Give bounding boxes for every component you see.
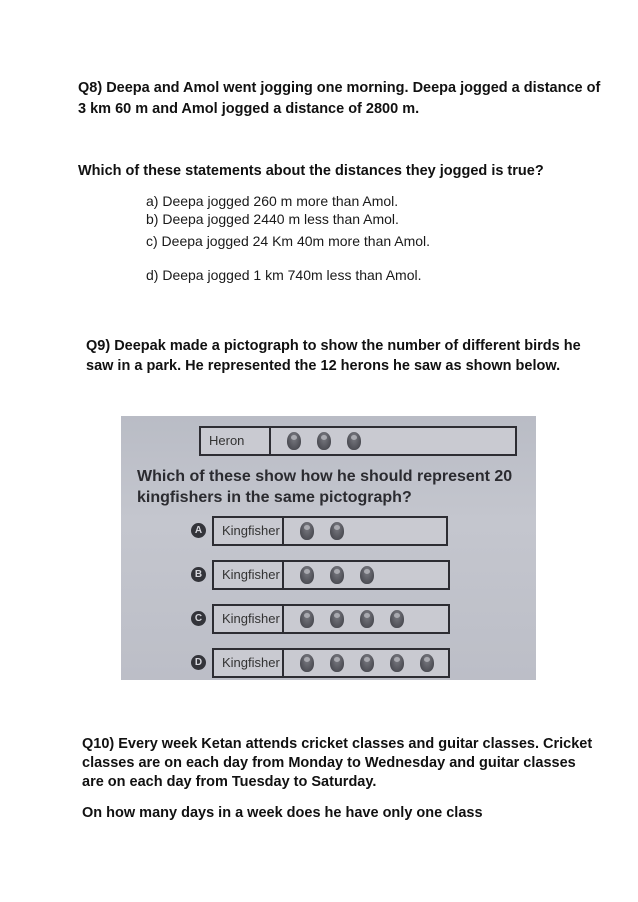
choice-a-label: Kingfisher <box>214 518 284 544</box>
q8-line2: 3 km 60 m and Amol jogged a distance of 2800 m. <box>78 101 420 117</box>
bird-icon <box>420 654 434 672</box>
bird-icon <box>300 654 314 672</box>
bird-icon <box>390 654 404 672</box>
q10-prompt: On how many days in a week does he have only one class <box>82 805 483 821</box>
photo-question-line1: Which of these show how he should represent 20 <box>137 468 513 485</box>
choice-b-badge: B <box>191 567 206 582</box>
bird-icon <box>300 610 314 628</box>
q10-line2: classes are on each day from Monday to Wednesday and guitar classes <box>82 755 576 771</box>
choice-d-row <box>212 648 450 678</box>
choice-d-label: Kingfisher <box>214 650 284 676</box>
choice-d-badge: D <box>191 655 206 670</box>
choice-a-badge: A <box>191 523 206 538</box>
photo-question <box>137 466 512 508</box>
q8-prompt: Which of these statements about the distances they jogged is true? <box>78 163 544 179</box>
choice-c-label: Kingfisher <box>214 606 284 632</box>
photo-question-line2: kingfishers in the same pictograph? <box>137 489 412 506</box>
bird-icon <box>390 610 404 628</box>
bird-icon <box>360 654 374 672</box>
choice-c-row <box>212 604 450 634</box>
choice-c-badge: C <box>191 611 206 626</box>
bird-icon <box>330 610 344 628</box>
q8-line1: Q8) Deepa and Amol went jogging one morning. Deepa jogged a distance of <box>78 80 601 96</box>
bird-icon <box>347 432 361 450</box>
bird-icon <box>287 432 301 450</box>
bird-icon <box>330 522 344 540</box>
bird-icon <box>330 566 344 584</box>
q8-option-d: d) Deepa jogged 1 km 740m less than Amol. <box>146 267 422 283</box>
heron-label: Heron <box>201 428 271 454</box>
pictograph-photo <box>121 416 536 680</box>
q9-line1: Q9) Deepak made a pictograph to show the number of different birds he <box>86 338 581 354</box>
heron-row <box>199 426 517 456</box>
q8-option-c: c) Deepa jogged 24 Km 40m more than Amol. <box>146 233 431 249</box>
choice-b-label: Kingfisher <box>214 562 284 588</box>
q8-option-b: b) Deepa jogged 2440 m less than Amol. <box>146 211 399 227</box>
bird-icon <box>300 522 314 540</box>
bird-icon <box>360 610 374 628</box>
choice-a-row <box>212 516 448 546</box>
bird-icon <box>300 566 314 584</box>
q8-option-a: a) Deepa jogged 260 m more than Amol. <box>146 193 399 209</box>
q9-line2: saw in a park. He represented the 12 herons he saw as shown below. <box>86 358 561 374</box>
choice-b-row <box>212 560 450 590</box>
bird-icon <box>360 566 374 584</box>
bird-icon <box>330 654 344 672</box>
bird-icon <box>317 432 331 450</box>
q10-line3: are on each day from Tuesday to Saturday. <box>82 774 377 790</box>
q10-line1: Q10) Every week Ketan attends cricket classes and guitar classes. Cricket <box>82 736 593 752</box>
